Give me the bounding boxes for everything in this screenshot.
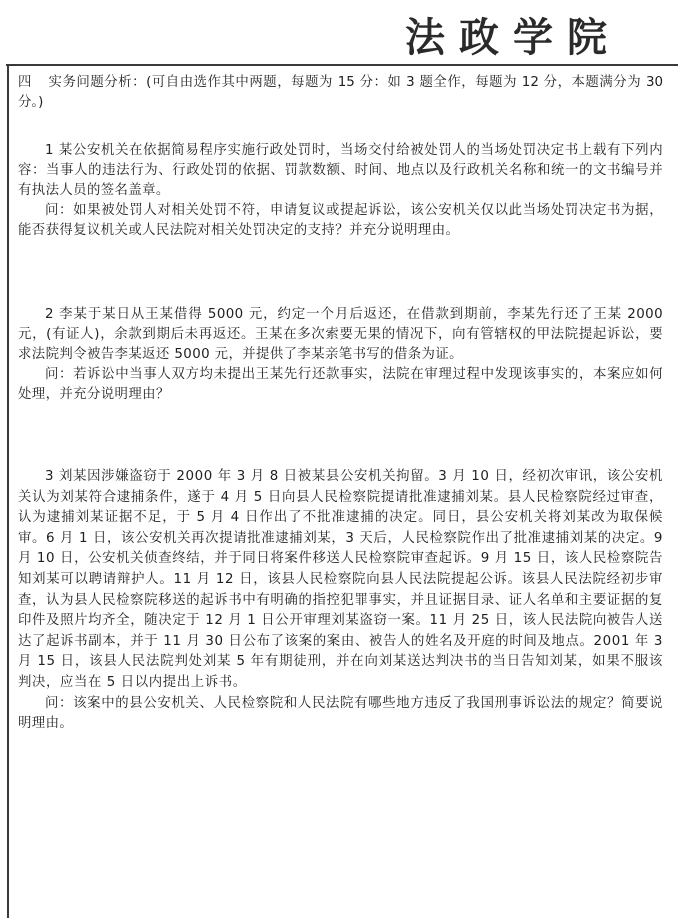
question-3-text: 3 刘某因涉嫌盗窃于 2000 年 3 月 8 日被某县公安机关拘留。3 月 10 日，经初次审讯，该公安机关认为刘某符合逮捕条件，遂于 4 月 5 日向县人民检察院提请批准逮捕刘某。县人民检察院经过审查，认为逮捕刘某证据不足，于 5 月 4 日作出了不批准逮捕的决定。同日，县公安机关将刘某改为取保候审。6 月 1 日，该公安机关再次提请批准逮捕刘某，3 天后，人民检察院作出了批准逮捕刘某的决定。9 月 10 日，公安机关侦查终结，并于同日将案件移送人民检察院审查起诉。9 月 15 日，该人民检察院告知刘某可以聘请辩护人。11 月 12 日，该县人民检察院向县人民法院提起公诉。该县人民法院经初步审查，认为县人民检察院移送的起诉书中有明确的指控犯罪事实，并且证据目录、证人名单和主要证据的复印件及照片均齐全，随决定于 12 月 1 日公开审理刘某盗窃一案。11 月 25 日，该人民法院向被告人送达了起诉书副本，并于 11 月 30 日公布了该案的案由、被告人的姓名及开庭的时间及地点。2001 年 3 月 15 日，该县人民法院判处刘某 5 年有期徒刑，并在向刘某送达判决书的当日告知刘某，如果不服该判决，应当在 5 日以内提出上诉书。 xyxy=(18,469,663,690)
question-3 xyxy=(18,467,663,734)
question-2-ask: 问：若诉讼中当事人双方均未提出王某先行还款事实，法院在审理过程中发现该事实的，本案应如何处理，并充分说明理由？ xyxy=(18,367,663,402)
header-rule xyxy=(6,64,678,66)
question-2-text: 2 李某于某日从王某借得 5000 元，约定一个月后返还，在借款到期前，李某先行还了王某 2000 元，(有证人)，余款到期后未再返还。王某在多次索要无果的情况下，向有管辖权的甲法院提起诉讼，要求法院判令被告李某返还 5000 元，并提供了李某亲笔书写的借条为证。 xyxy=(18,307,663,362)
section-number: 四 xyxy=(18,75,32,90)
question-1-ask: 问：如果被处罚人对相关处罚不符，申请复议或提起诉讼，该公安机关仅以此当场处罚决定书为据，能否获得复议机关或人民法院对相关处罚决定的支持？并充分说明理由。 xyxy=(18,203,663,238)
left-border-line xyxy=(7,64,9,918)
question-1-text: 1 某公安机关在依据简易程序实施行政处罚时，当场交付给被处罚人的当场处罚决定书上载有下列内容：当事人的违法行为、行政处罚的依据、罚款数额、时间、地点以及行政机关名称和统一的文书编号并有执法人员的签名盖章。 xyxy=(18,143,663,198)
exam-content xyxy=(18,73,663,734)
section-instructions: 实务问题分析：(可自由选作其中两题，每题为 15 分：如 3 题全作，每题为 12 分，本题满分为 30 分。) xyxy=(18,75,663,110)
question-2 xyxy=(18,305,663,405)
question-3-ask: 问：该案中的县公安机关、人民检察院和人民法院有哪些地方违反了我国刑事诉讼法的规定？简要说明理由。 xyxy=(18,695,663,731)
section-heading xyxy=(18,73,663,113)
question-1 xyxy=(18,141,663,241)
school-title: 法政学院 xyxy=(405,14,621,61)
